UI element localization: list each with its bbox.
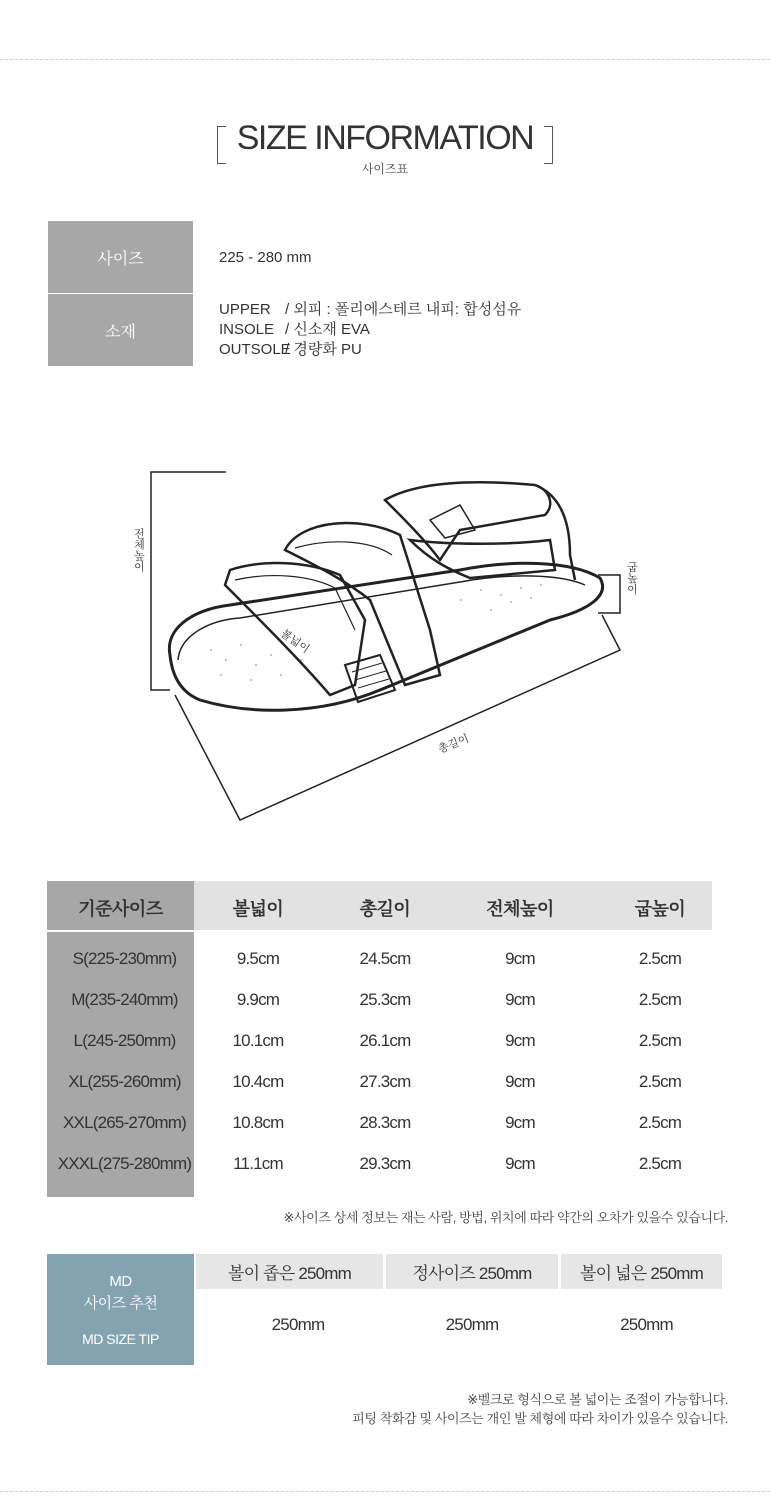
heel-height-label: 굽높이 <box>625 561 639 595</box>
row-size: S(225-230mm) <box>72 949 177 968</box>
row-total-length: 25.3cm <box>359 990 411 1009</box>
material-item: OUTSOLE/ 경량화 PU <box>219 341 362 358</box>
bottom-divider <box>0 1491 770 1492</box>
sandal-illustration <box>130 460 670 860</box>
page-title: SIZE INFORMATION <box>217 118 553 158</box>
row-total-length: 28.3cm <box>359 1113 411 1132</box>
row-heel-height: 2.5cm <box>638 1154 682 1173</box>
row-total-height: 9cm <box>505 990 535 1009</box>
row-ball-width: 10.1cm <box>232 1031 284 1050</box>
top-divider <box>0 59 770 60</box>
row-size: M(235-240mm) <box>71 990 178 1009</box>
size-label: 사이즈 <box>48 221 193 293</box>
total-length-line <box>175 615 620 820</box>
row-total-height: 9cm <box>505 1031 535 1050</box>
md-tip-note-line2: 피팅 착화감 및 사이즈는 개인 발 체형에 따라 차이가 있을수 있습니다. <box>352 1411 728 1426</box>
md-tip-note-line1: ※벨크로 형식으로 볼 넓이는 조절이 가능합니다. <box>467 1392 728 1407</box>
material-item: INSOLE / 신소재 EVA <box>219 321 370 338</box>
row-total-length: 27.3cm <box>359 1072 411 1091</box>
row-size: XL(255-260mm) <box>68 1072 181 1091</box>
md-header-wide: 볼이 넓은 250mm <box>561 1254 722 1289</box>
header-heel-height: 굽높이 <box>634 899 686 919</box>
row-total-length: 24.5cm <box>359 949 411 968</box>
row-total-height: 9cm <box>505 949 535 968</box>
info-material-row <box>48 294 728 366</box>
header-base-size: 기준사이즈 <box>78 899 163 919</box>
title-block <box>0 118 770 177</box>
md-value-regular: 250mm <box>445 1315 499 1334</box>
material-item: UPPER / 외피 : 폴리에스테르 내피: 합성섬유 <box>219 301 522 318</box>
row-ball-width: 9.9cm <box>236 990 280 1009</box>
size-table-note: ※사이즈 상세 정보는 재는 사람, 방법, 위치에 따라 약간의 오차가 있을수 있습니다. <box>283 1210 728 1225</box>
header-ball-width: 볼넓이 <box>232 899 284 919</box>
page-subtitle: 사이즈표 <box>361 162 409 176</box>
material-list <box>219 300 521 360</box>
row-size: XXL(265-270mm) <box>63 1113 186 1132</box>
md-header-regular: 정사이즈 250mm <box>386 1254 558 1289</box>
left-bracket <box>217 126 226 164</box>
md-size-tip-label: MD SIZE TIP <box>82 1331 159 1347</box>
md-header-narrow: 볼이 좁은 250mm <box>196 1254 383 1289</box>
md-tip-label-box <box>47 1254 194 1365</box>
md-value-wide: 250mm <box>620 1315 673 1334</box>
row-total-height: 9cm <box>505 1113 535 1132</box>
size-value: 225 - 280 mm <box>219 249 312 266</box>
header-total-length: 총길이 <box>359 899 411 919</box>
ball-width-label: 볼넓이 <box>278 626 312 656</box>
row-ball-width: 10.8cm <box>232 1113 284 1132</box>
row-heel-height: 2.5cm <box>638 1072 682 1091</box>
row-heel-height: 2.5cm <box>638 1113 682 1132</box>
info-size-row <box>48 221 728 293</box>
md-tip-note <box>352 1390 728 1428</box>
row-total-height: 9cm <box>505 1072 535 1091</box>
right-bracket <box>544 126 553 164</box>
md-label: MD <box>109 1273 132 1290</box>
md-value-narrow: 250mm <box>271 1315 325 1334</box>
total-height-label: 전체높이 <box>132 528 146 572</box>
row-total-length: 26.1cm <box>359 1031 411 1050</box>
row-heel-height: 2.5cm <box>638 990 682 1009</box>
row-size: L(245-250mm) <box>73 1031 176 1050</box>
row-size: XXXL(275-280mm) <box>57 1154 192 1173</box>
row-heel-height: 2.5cm <box>638 1031 682 1050</box>
measure-lines <box>151 472 620 820</box>
row-ball-width: 9.5cm <box>236 949 280 968</box>
row-ball-width: 11.1cm <box>233 1154 283 1173</box>
row-total-height: 9cm <box>505 1154 535 1173</box>
row-total-length: 29.3cm <box>359 1154 411 1173</box>
sandal-drawing <box>169 482 602 710</box>
header-total-height: 전체높이 <box>486 899 554 919</box>
total-height-line <box>151 472 226 690</box>
md-recommend-label: 사이즈 추천 <box>83 1295 158 1312</box>
material-label: 소재 <box>48 294 193 366</box>
row-heel-height: 2.5cm <box>638 949 682 968</box>
row-ball-width: 10.4cm <box>232 1072 284 1091</box>
total-length-label: 총길이 <box>436 731 471 756</box>
